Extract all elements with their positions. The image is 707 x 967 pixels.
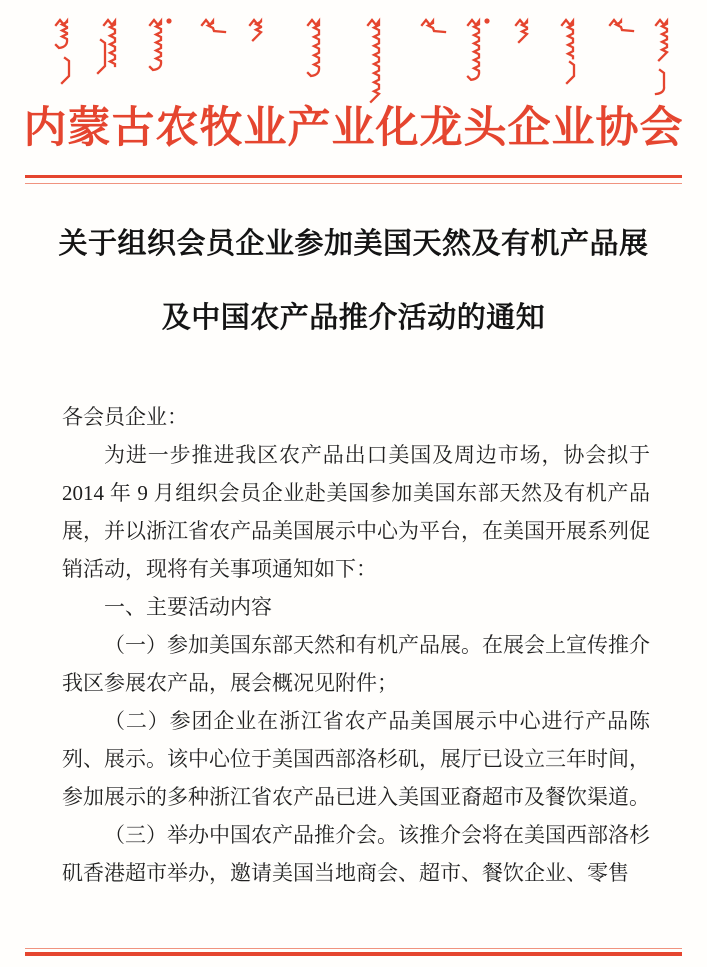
paragraph-container xyxy=(62,436,650,892)
mongolian-script-row xyxy=(25,8,682,103)
mongolian-script-word xyxy=(243,14,277,54)
header-rule-thick xyxy=(25,175,682,178)
body-paragraph: （一）参加美国东部天然和有机产品展。在展会上宣传推介我区参展农产品，展会概况见附件； xyxy=(62,633,650,695)
mongolian-script-word xyxy=(361,14,395,116)
mongolian-script-word xyxy=(649,14,683,108)
mongolian-script-word xyxy=(509,14,543,56)
mongolian-script-word xyxy=(97,14,131,88)
mongolian-script-word xyxy=(555,14,589,98)
body-paragraph: （二）参团企业在浙江省农产品美国展示中心进行产品陈列、展示。该中心位于美国西部洛杉矶，展厅已设立三年时间，参加展示的多种浙江省农产品已进入美国亚裔超市及餐饮渠道。 xyxy=(62,709,650,809)
mongolian-script-word xyxy=(415,14,449,46)
mongolian-script-word xyxy=(461,14,495,94)
mongolian-script-word xyxy=(603,14,637,44)
mongolian-script-word xyxy=(49,14,83,98)
footer-rule-thin xyxy=(25,948,682,949)
header-rule-thin xyxy=(25,183,682,184)
salutation: 各会员企业： xyxy=(62,405,188,429)
body-paragraph: 为进一步推进我区农产品出口美国及周边市场，协会拟于 2014 年 9 月组织会员企业赴美国参加美国东部天然及有机产品展，并以浙江省农产品美国展示中心为平台，在美国开展系列促销活动，现将有关事项通知如下： xyxy=(62,443,650,581)
body-paragraph: 一、主要活动内容 xyxy=(104,595,272,619)
footer-rule-thick xyxy=(25,952,682,956)
org-name-title: 内蒙古农牧业产业化龙头企业协会 xyxy=(23,105,684,152)
mongolian-script-word xyxy=(143,14,177,84)
header-double-rule xyxy=(25,175,682,184)
doc-title-line1: 关于组织会员企业参加美国天然及有机产品展 xyxy=(58,228,649,260)
body-paragraph: （三）举办中国农产品推介会。该推介会将在美国西部洛杉矶香港超市举办，邀请美国当地商会、超市、餐饮企业、零售 xyxy=(62,823,650,885)
mongolian-script-word xyxy=(301,14,335,90)
masthead xyxy=(0,8,707,184)
body-text xyxy=(62,398,650,892)
mongolian-script-word xyxy=(195,14,229,46)
footer-double-rule xyxy=(25,948,682,956)
doc-title-line2: 及中国农产品推介活动的通知 xyxy=(161,302,546,334)
notice-content xyxy=(0,226,707,892)
